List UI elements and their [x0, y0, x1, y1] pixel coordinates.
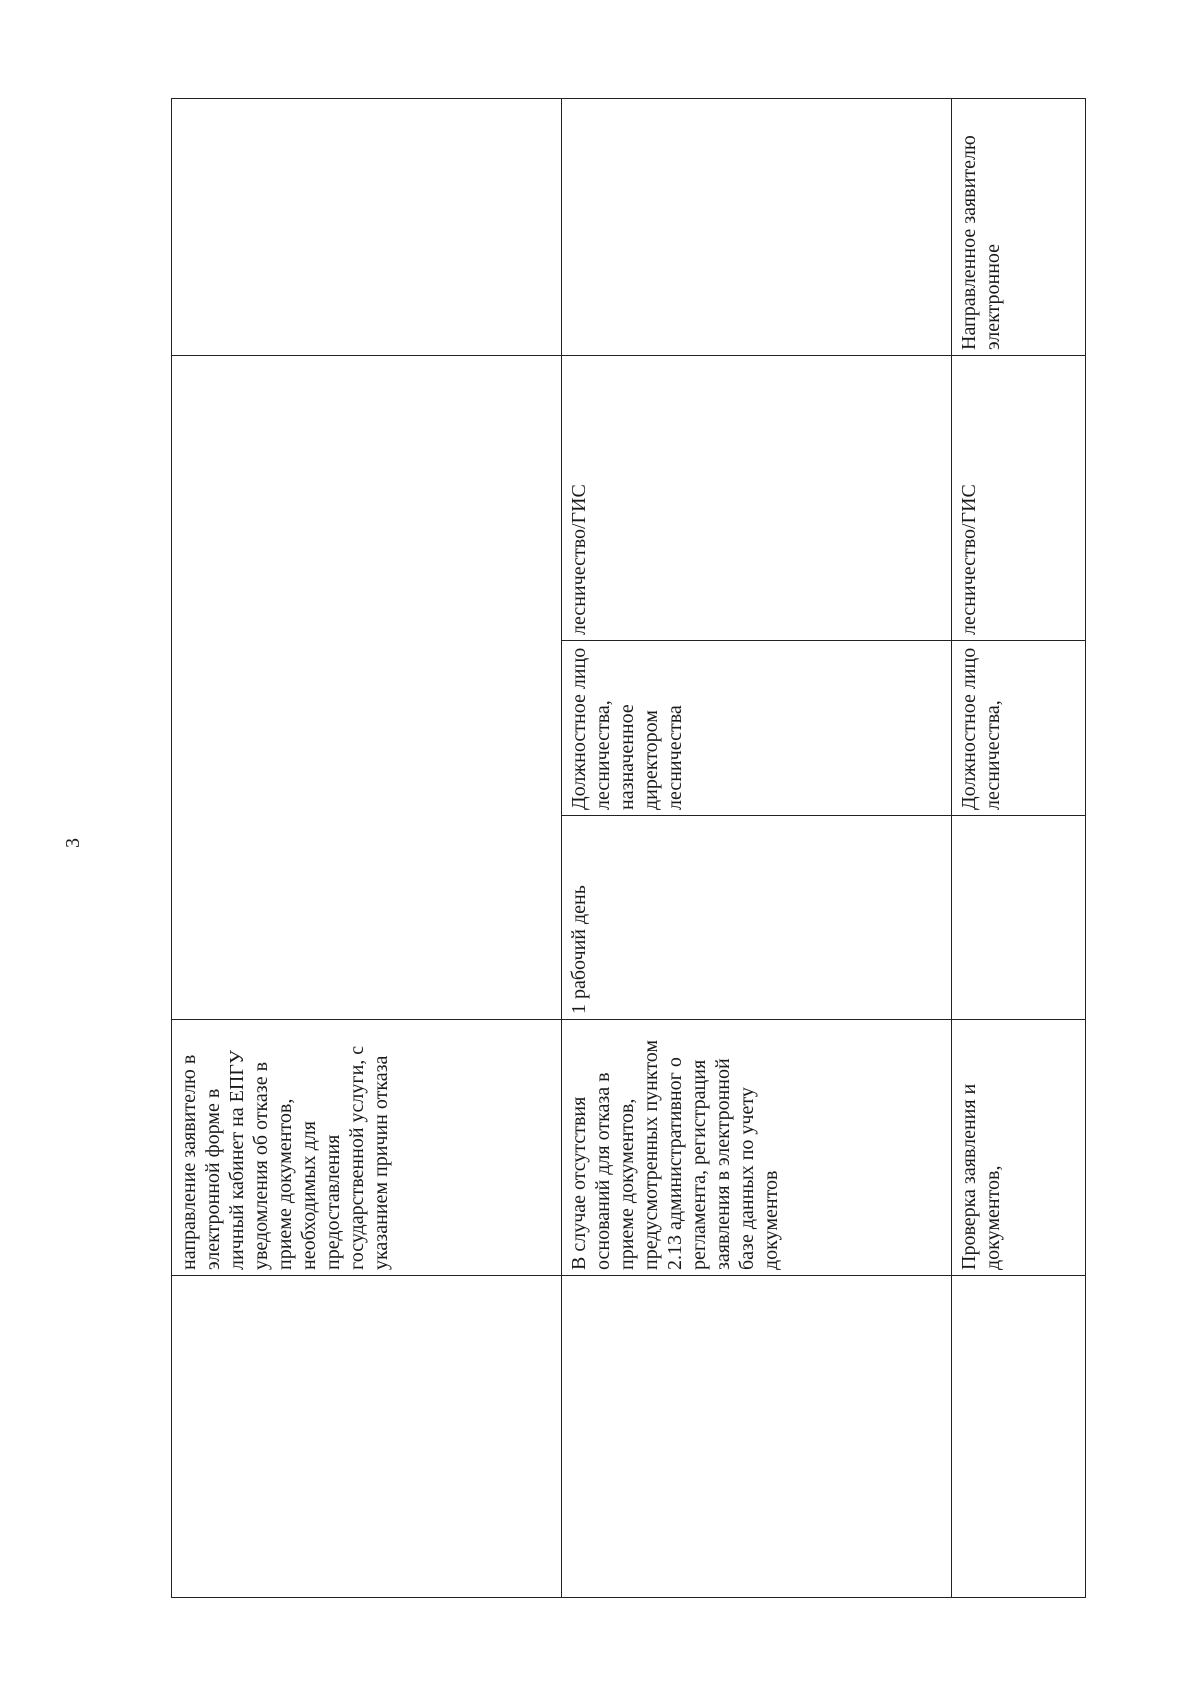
row1-result-cell — [171, 98, 561, 356]
procedure-table — [171, 98, 1086, 1598]
row2-term-cell: 1 рабочий день — [568, 885, 590, 1014]
row3-place-cell: лесничество/ГИС — [958, 484, 980, 635]
row3-result-cell: Направленное заявителю электронное — [958, 135, 1004, 350]
row3-action-cell: Проверка заявления и документов, — [958, 1083, 1004, 1270]
row3-col1-cell — [951, 1276, 1086, 1598]
row2-col1-cell — [561, 1276, 951, 1598]
row2-place-cell: лесничество/ГИС — [568, 484, 590, 635]
procedure-table-rotated — [171, 98, 1086, 1598]
page-number: 3 — [62, 838, 84, 848]
row3-term-cell — [951, 816, 1086, 1020]
row2-result-cell — [561, 98, 951, 356]
row2-action-cell: В случае отсутствия оснований для отказа в приеме документов, предусмотренных пунктом 2.13 административног о регламента, регистрация заявления в электронной базе данных по учету документов — [568, 1039, 782, 1270]
row3-responsible-cell: Должностное лицо лесничества, — [958, 647, 1004, 810]
row1-action-cell: направление заявителю в электронной форме в личный кабинет на ЕПГУ уведомления об отказе в приеме документов, необходимых для предоставления государственной услуги, с указанием причин отказа — [178, 1045, 392, 1270]
row2-responsible-cell: Должностное лицо лесничества, назначенное директором лесничества — [568, 647, 686, 810]
row1-details-cell — [171, 356, 561, 1020]
row1-col1-cell — [171, 1276, 561, 1598]
